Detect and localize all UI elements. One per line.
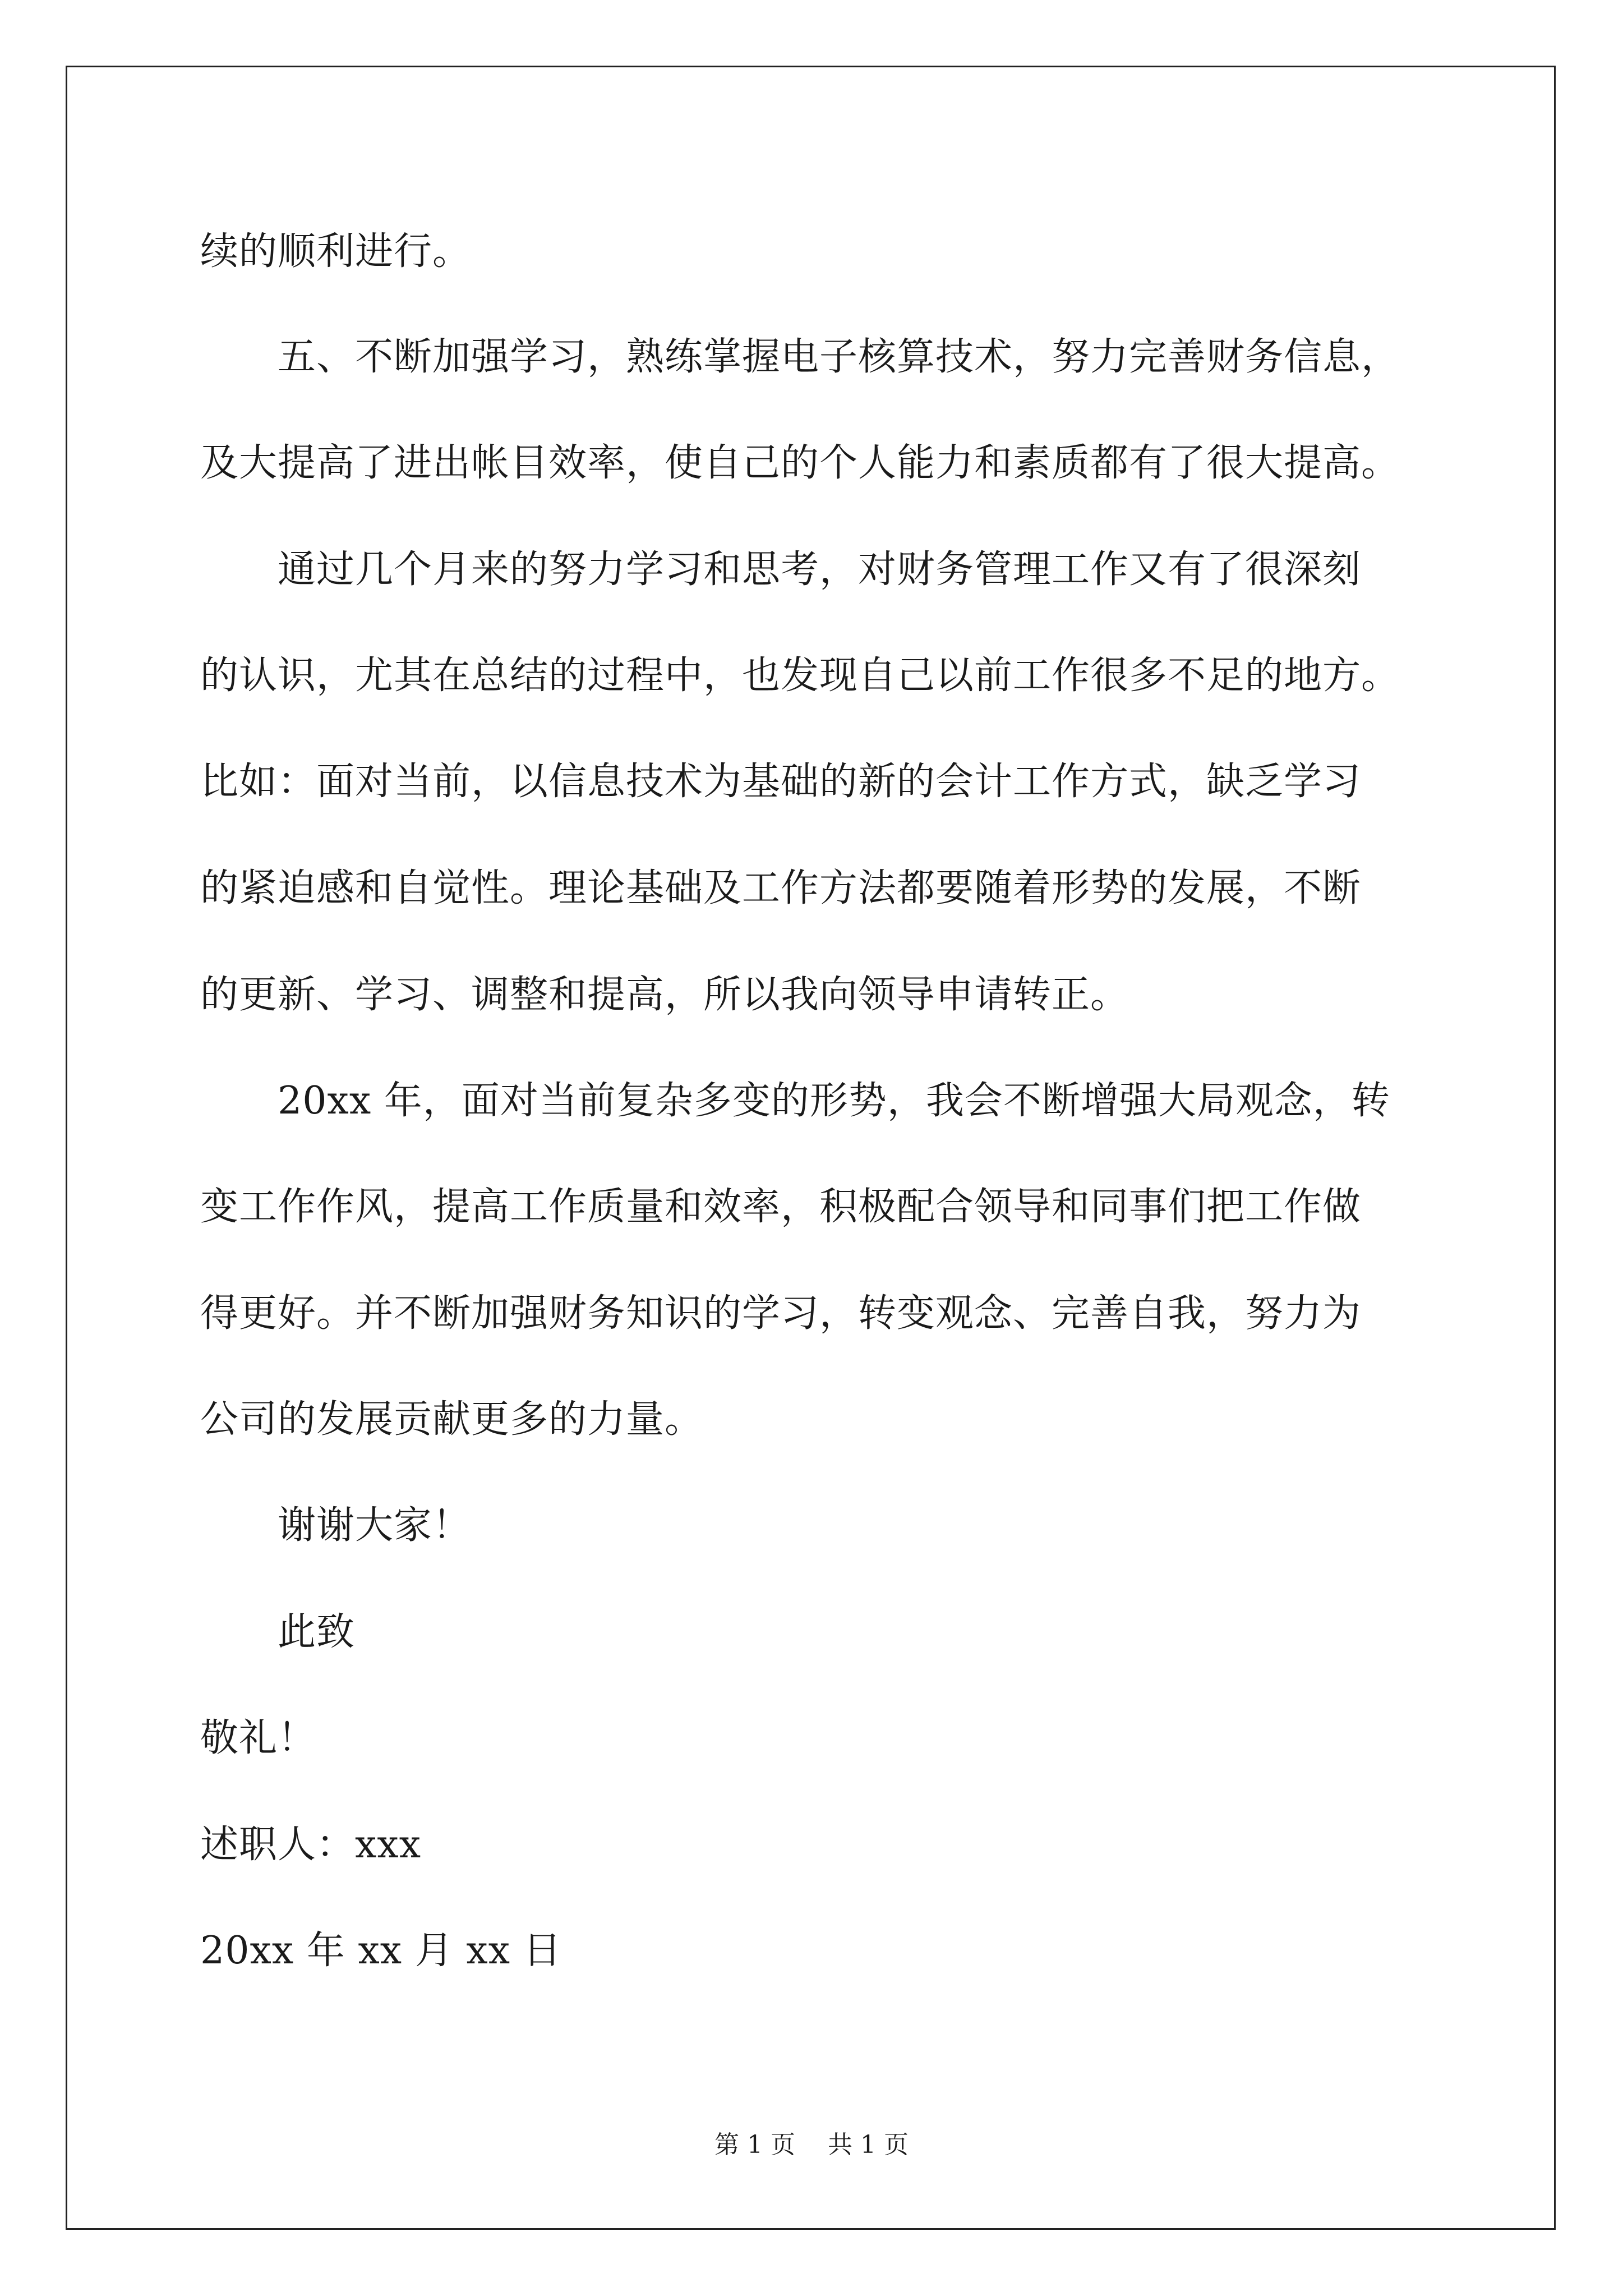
page-border: [66, 66, 1556, 2230]
text-line-12: 公司的发展贡献更多的力量。: [200, 1397, 704, 1442]
text-line-15: 敬礼！: [200, 1716, 317, 1760]
text-line-6: 比如：面对当前，以信息技术为基础的新的会计工作方式，缺乏学习: [200, 760, 1362, 804]
text-line-9: 20xx 年，面对当前复杂多变的形势，我会不断增强大局观念，转: [200, 1079, 1390, 1123]
text-line-2: 五、不断加强学习，熟练掌握电子核算技术，努力完善财务信息，: [200, 335, 1400, 379]
text-line-1: 续的顺利进行。: [200, 229, 472, 274]
text-line-10: 变工作作风，提高工作质量和效率，积极配合领导和同事们把工作做: [200, 1185, 1362, 1229]
text-line-17: 20xx 年 xx 月 xx 日: [200, 1929, 562, 1973]
text-line-16: 述职人：xxx: [200, 1823, 422, 1867]
text-line-5: 的认识，尤其在总结的过程中，也发现自己以前工作很多不足的地方。: [200, 654, 1400, 698]
text-line-11: 得更好。并不断加强财务知识的学习，转变观念、完善自我，努力为: [200, 1291, 1362, 1336]
text-line-3: 及大提高了进出帐目效率，使自己的个人能力和素质都有了很大提高。: [200, 441, 1400, 485]
text-line-13: 谢谢大家！: [200, 1503, 472, 1548]
page-number: 第 1 页 共 1 页: [714, 2131, 909, 2159]
text-line-14: 此致: [200, 1610, 356, 1654]
text-line-4: 通过几个月来的努力学习和思考，对财务管理工作又有了很深刻: [200, 547, 1362, 592]
text-line-7: 的紧迫感和自觉性。理论基础及工作方法都要随着形势的发展，不断: [200, 866, 1362, 910]
text-line-8: 的更新、学习、调整和提高，所以我向领导申请转正。: [200, 973, 1129, 1017]
